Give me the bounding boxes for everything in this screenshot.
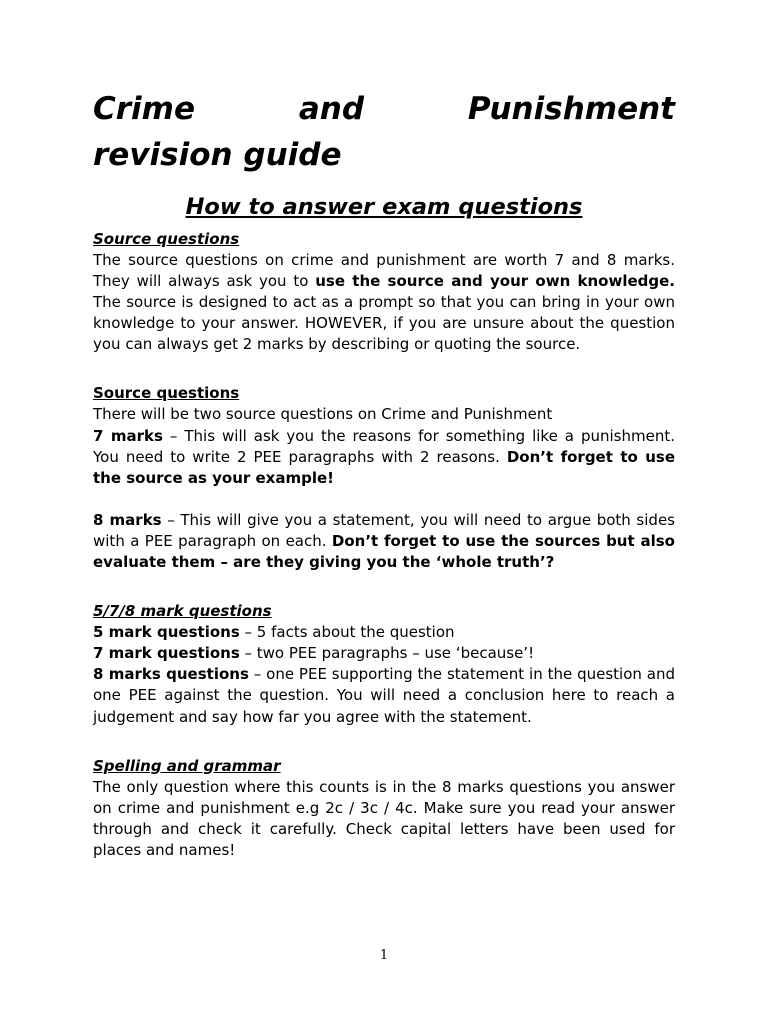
page-subtitle: How to answer exam questions [185, 194, 583, 220]
five-mark-label: 5 mark questions [93, 623, 240, 642]
section-heading: Source questions [93, 230, 240, 248]
section-heading: Spelling and grammar [93, 756, 281, 775]
title-line-1 [93, 86, 675, 132]
section-paragraph [93, 250, 675, 355]
title-word-and: and [298, 91, 365, 127]
document-content [93, 86, 675, 861]
section-paragraph: The only question where this counts is in the 8 marks questions you answer on crime and punishment e.g 2c / 3c / 4c. Make sure you read your answer through and check it carefully. Check capital letters have been used for places and names! [93, 777, 675, 859]
section-source-questions-1 [93, 229, 675, 355]
eight-mark-paragraph [93, 664, 675, 727]
page-title [93, 86, 675, 178]
section-source-questions-2 [93, 383, 675, 573]
section-mark-questions [93, 601, 675, 727]
seven-marks-paragraph [93, 426, 675, 489]
seven-mark-line [93, 643, 675, 664]
page-number: 1 [379, 948, 389, 963]
title-line-2: revision guide [93, 137, 342, 173]
eight-marks-paragraph [93, 510, 675, 573]
paragraph-bold-text: use the source and your own knowledge. [315, 272, 676, 291]
section-heading: Source questions [93, 384, 240, 403]
title-word-punishment: Punishment [467, 91, 675, 127]
paragraph-text: – This will ask you the reasons for something like a punishment. You need to write 2 PEE paragraphs with 2 reasons. [93, 426, 675, 466]
eight-marks-label: 8 marks [93, 510, 162, 529]
paragraph-bold-text: Don’t forget to use the source as your example! [93, 447, 675, 487]
section-intro: There will be two source questions on Crime and Punishment [93, 405, 553, 424]
seven-mark-label: 7 mark questions [93, 644, 240, 663]
paragraph-text: – This will give you a statement, you will need to argue both sides with a PEE paragraph on each. [93, 510, 675, 550]
paragraph-text: – 5 facts about the question [239, 623, 455, 642]
paragraph-text: The source is designed to act as a prompt so that you can bring in your own knowledge to your answer. HOWEVER, if you are unsure about the question you can always get 2 marks by describing or quoting the source. [93, 293, 675, 354]
title-word-crime: Crime [93, 91, 195, 127]
paragraph-text: The source questions on crime and punishment are worth 7 and 8 marks. They will always ask you to [93, 251, 675, 291]
five-mark-line [93, 622, 675, 643]
eight-mark-label: 8 marks questions [93, 665, 249, 684]
section-spelling-grammar [93, 756, 675, 861]
paragraph-text: – one PEE supporting the statement in the question and one PEE against the question. You will need a conclusion here to reach a judgement and say how far you agree with the statement. [93, 665, 675, 726]
seven-marks-label: 7 marks [93, 426, 163, 445]
section-heading: 5/7/8 mark questions [93, 602, 272, 621]
paragraph-text: – two PEE paragraphs – use ‘because’! [239, 644, 535, 663]
paragraph-bold-text: Don’t forget to use the sources but also evaluate them – are they giving you the ‘whole truth’? [93, 531, 675, 572]
